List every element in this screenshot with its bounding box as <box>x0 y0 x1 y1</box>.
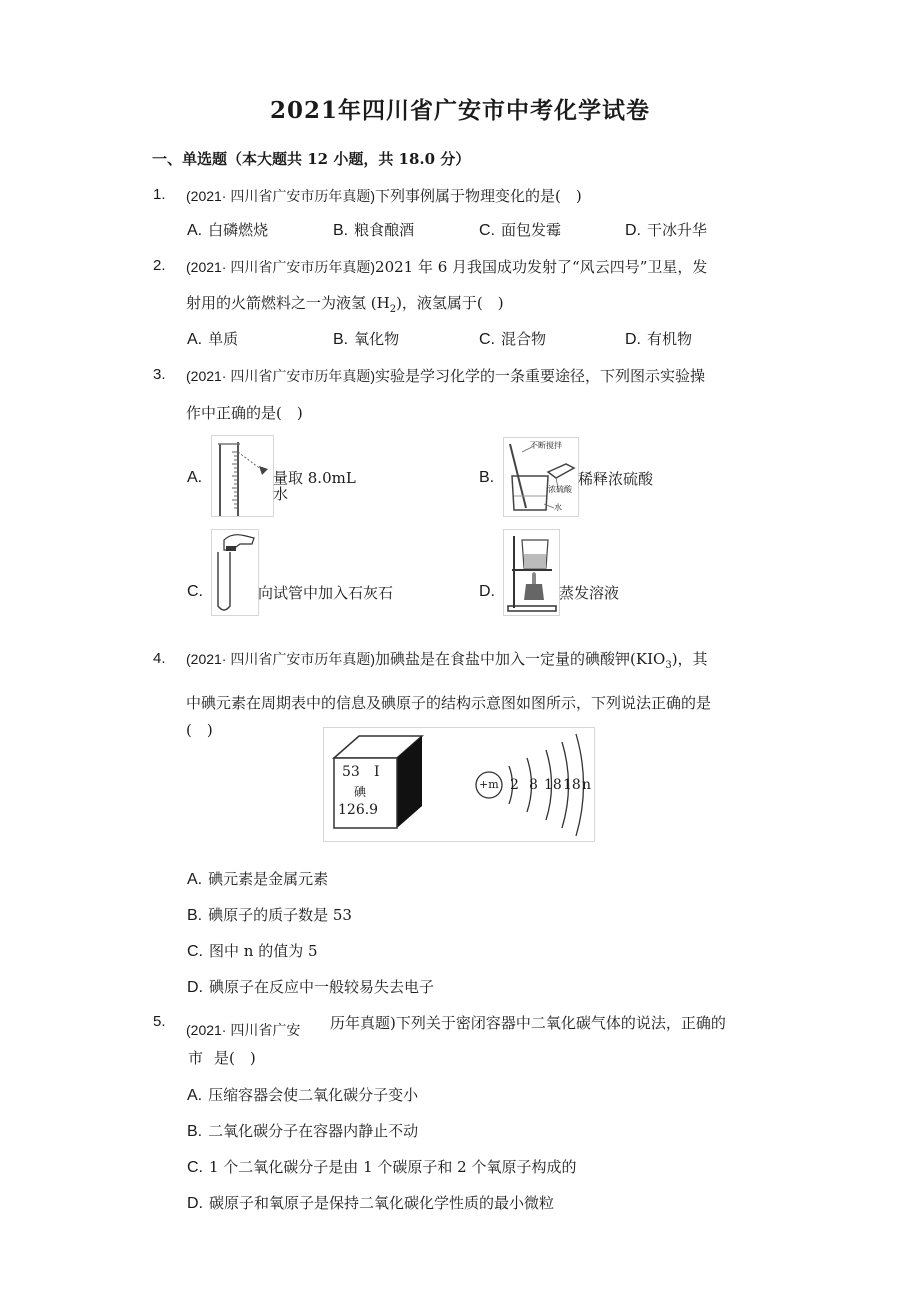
option-c[interactable]: C. 混合物 <box>479 330 547 348</box>
option-b[interactable]: B. 氧化物 <box>333 330 400 348</box>
option-d[interactable]: D. 有机物 <box>625 330 693 348</box>
question-stem: (2021· 四川省广安市历年真题)加碘盐是在食盐中加入一定量的碘酸钾$(KIO_3)$，其 <box>186 650 708 671</box>
option-c[interactable]: C. 图中 n 的值为 5 <box>187 942 318 960</box>
option-b[interactable]: B. 粮食酿酒 <box>333 221 415 239</box>
graduated-cylinder-figure <box>211 435 274 517</box>
option-d[interactable]: D. 碳原子和氧原子是保持二氧化碳化学性质的最小微粒 <box>187 1194 555 1212</box>
element-symbol: I <box>374 764 380 780</box>
shell-4: 18 <box>563 777 581 793</box>
question-stem <box>186 185 582 206</box>
question-stem-line-2: 中碘元素在周期表中的信息及碘原子的结构示意图如图所示，下列说法正确的是 <box>186 694 712 712</box>
option-d[interactable]: D. 碘原子在反应中一般较易失去电子 <box>187 978 435 996</box>
option-b[interactable]: B. 二氧化碳分子在容器内静止不动 <box>187 1122 419 1140</box>
evaporation-figure <box>503 529 560 616</box>
shell-2: 8 <box>529 777 538 793</box>
section-heading: 一、单选题（本大题共 12 小题，共 18.0 分） <box>152 150 471 168</box>
question-source-cont: 市 <box>188 1049 204 1067</box>
question-text-line-2: 是( ) <box>214 1049 256 1067</box>
figure-label-water: 水 <box>554 503 562 512</box>
page-title: 2021年四川省广安市中考化学试卷 <box>269 97 650 124</box>
question-source: (2021· 四川省广安市历年真题) <box>186 368 376 384</box>
shell-1: 2 <box>510 777 519 793</box>
option-a[interactable]: A. 压缩容器会使二氧化碳分子变小 <box>187 1086 419 1104</box>
dilute-acid-figure <box>503 437 579 517</box>
figure-label-stir: 不断搅拌 <box>530 441 562 450</box>
question-text: 历年真题)下列关于密闭容器中二氧化碳气体的说法，正确的 <box>330 1014 726 1032</box>
nucleus-label: +m <box>479 778 499 791</box>
question-number: 2. <box>153 257 166 274</box>
question-source: (2021· 四川省广安市历年真题) <box>186 651 376 667</box>
element-name: 碘 <box>354 785 367 799</box>
question-stem-line-2: 作中正确的是( ) <box>186 404 303 422</box>
question-number: 5. <box>153 1013 166 1030</box>
option-a[interactable]: A. 白磷燃烧 <box>187 221 269 239</box>
element-number: 53 <box>342 764 360 780</box>
question-number: 4. <box>153 650 166 667</box>
question-number: 1. <box>153 186 166 203</box>
question-source: (2021· 四川省广安市历年真题) <box>186 259 376 275</box>
shell-5: n <box>582 777 592 793</box>
option-c[interactable]: C. 1 个二氧化碳分子是由 1 个碳原子和 2 个氧原子构成的 <box>187 1158 577 1176</box>
question-stem-line-3: ( ) <box>186 721 213 739</box>
question-source: (2021· 四川省广安市历年真题) <box>186 188 376 204</box>
option-b[interactable]: B. 碘原子的质子数是 53 <box>187 906 352 924</box>
option-d[interactable]: D. 干冰升华 <box>625 221 708 239</box>
question-stem-line-2: 射用的火箭燃料之一为液氢 $(H_2)$，液氢属于( ) <box>186 294 504 315</box>
question-number: 3. <box>153 366 166 383</box>
question-text: 下列事例属于物理变化的是( ) <box>375 187 582 205</box>
option-a[interactable]: A. 单质 <box>187 330 239 348</box>
question-stem <box>186 256 707 277</box>
question-text: 实验是学习化学的一条重要途径，下列图示实验操 <box>375 367 706 385</box>
option-a[interactable]: A. 碘元素是金属元素 <box>187 870 329 888</box>
test-tube-figure <box>211 529 259 616</box>
question-source: (2021· 四川省广安 <box>186 1022 301 1038</box>
atomic-mass: 126.9 <box>338 802 379 818</box>
option-c[interactable]: C. 面包发霉 <box>479 221 562 239</box>
figure-label-acid: 浓硫酸 <box>548 485 572 494</box>
shell-3: 18 <box>544 777 562 793</box>
iodine-figure <box>323 727 595 842</box>
question-text: 2021 年 6 月我国成功发射了“风云四号”卫星，发 <box>375 258 708 276</box>
question-stem <box>186 365 705 386</box>
